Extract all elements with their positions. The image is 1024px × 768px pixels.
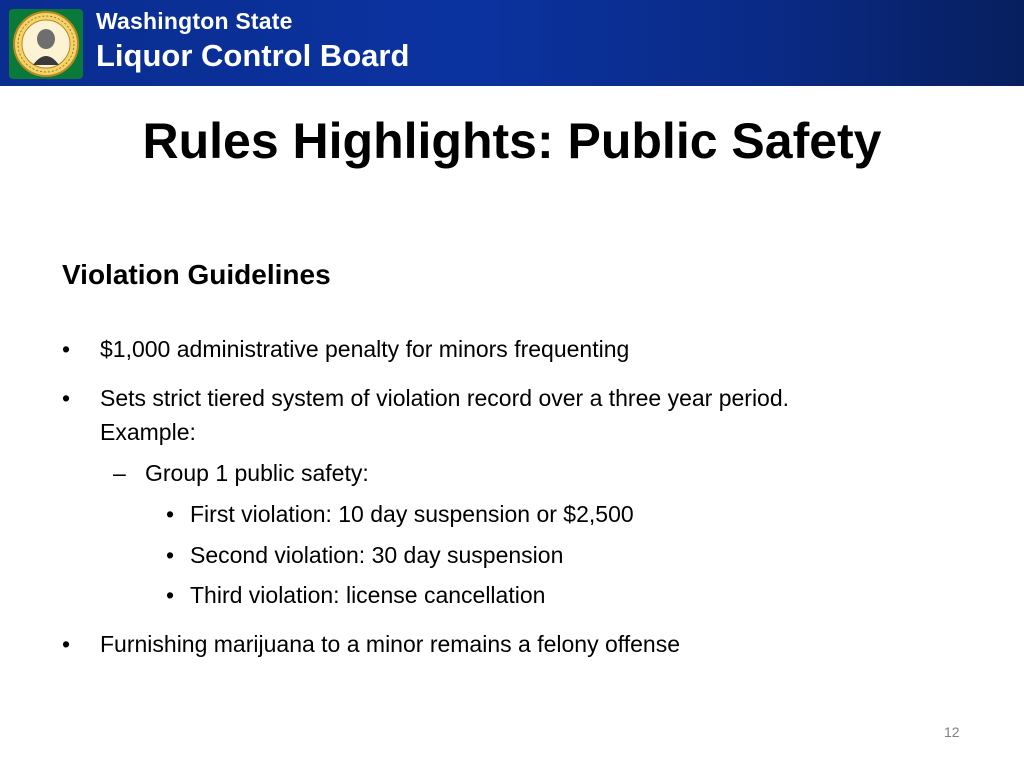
- page-number: 12: [944, 724, 960, 740]
- bullet-marker: •: [62, 385, 71, 411]
- list-item-text: Third violation: license cancellation: [190, 582, 546, 608]
- list-item-text: Second violation: 30 day suspension: [190, 542, 564, 568]
- list-item-text: $1,000 administrative penalty for minors frequenting: [100, 336, 630, 362]
- bullet-marker: •: [166, 582, 175, 608]
- list-item-text: First violation: 10 day suspension or $2,500: [190, 501, 634, 527]
- washington-state-seal-icon: [9, 9, 83, 79]
- banner-title-line1: Washington State: [96, 8, 293, 34]
- bullet-marker: •: [62, 631, 71, 657]
- bullet-marker: •: [166, 501, 175, 527]
- list-item-text: Sets strict tiered system of violation record over a three year period.: [100, 385, 790, 411]
- bullet-marker: •: [166, 542, 175, 568]
- bullet-marker: •: [62, 336, 71, 362]
- header-banner: [0, 0, 1024, 86]
- dash-marker: –: [113, 460, 126, 486]
- banner-title-line2: Liquor Control Board: [96, 38, 410, 73]
- slide-title: Rules Highlights: Public Safety: [142, 113, 882, 169]
- section-heading: Violation Guidelines: [62, 259, 331, 290]
- list-item-text: Furnishing marijuana to a minor remains a felony offense: [100, 631, 680, 657]
- list-item-text: Example:: [100, 419, 196, 445]
- list-item-text: Group 1 public safety:: [145, 460, 369, 486]
